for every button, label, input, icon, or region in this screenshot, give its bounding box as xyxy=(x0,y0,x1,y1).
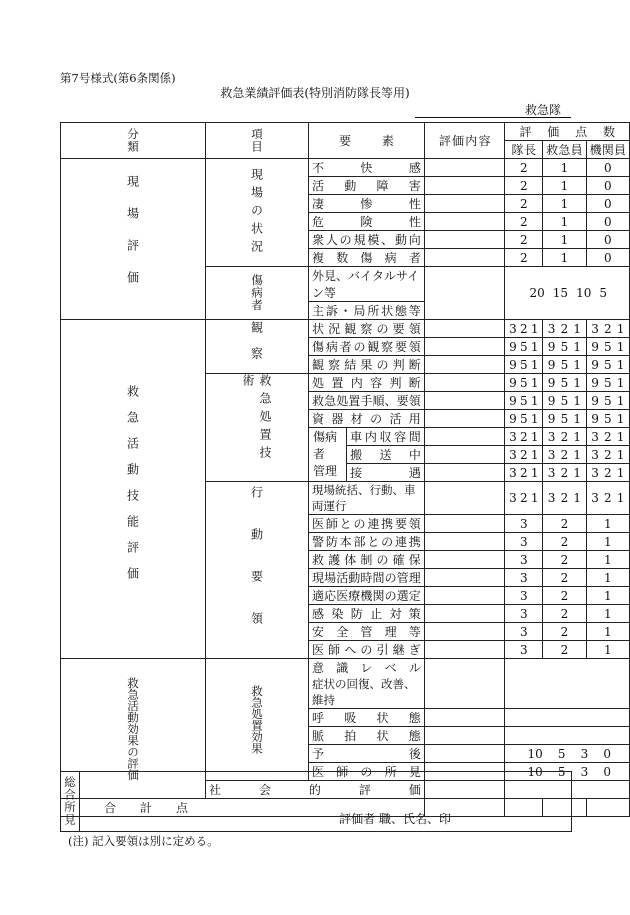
score-taicho[interactable]: 2 xyxy=(505,159,543,177)
score-kyukyuin[interactable]: 1 xyxy=(543,195,586,213)
score-kyukyuin[interactable]: 1 xyxy=(543,213,586,231)
hyoka-naiyo-field[interactable] xyxy=(424,709,505,727)
hyoka-naiyo-field[interactable] xyxy=(424,338,505,356)
patient-item-line1: 外見、バイタルサイン等 xyxy=(309,267,425,302)
hyoka-naiyo-field[interactable] xyxy=(424,213,505,231)
kanri-label: 傷病者 管理 xyxy=(309,428,347,482)
score-kikanin[interactable]: 9 5 1 xyxy=(586,410,629,428)
score-taicho[interactable]: 9 5 1 xyxy=(505,356,543,374)
kanri-item-label: 車 内 収 容 間 xyxy=(347,428,425,446)
effect-scores: 10 5 3 0 xyxy=(505,763,630,781)
scene-item-label: 不 快 感 xyxy=(309,159,425,177)
hyoka-naiyo-field[interactable] xyxy=(424,159,505,177)
score-kikanin[interactable]: 3 2 1 xyxy=(586,482,629,515)
total-label: 合 計 点 xyxy=(61,799,425,817)
action-item-label: 安 全 管 理 等 xyxy=(309,623,425,641)
hyoka-naiyo-field[interactable] xyxy=(424,745,505,763)
score-kikanin[interactable]: 0 xyxy=(586,177,629,195)
score-taicho[interactable]: 3 xyxy=(505,569,543,587)
scene-item-label: 活 動 障 害 xyxy=(309,177,425,195)
section-kodo-yoryo: 行動要領 xyxy=(206,482,309,659)
header-komoku: 項目 xyxy=(206,123,309,159)
section-kouka-hyoka: 救急活動効果の評価 xyxy=(61,659,206,799)
hyoka-naiyo-field[interactable] xyxy=(424,515,505,533)
patient-item-line2: 主 訴 ・ 局 所 状 態 等 xyxy=(309,302,425,320)
score-kikanin[interactable]: 3 2 1 xyxy=(586,428,629,446)
action-item-label: 医 師 と の 連 携 要 領 xyxy=(309,515,425,533)
skill-item-label: 資 器 材 の 活 用 xyxy=(309,410,425,428)
score-kikanin[interactable]: 9 5 1 xyxy=(586,338,629,356)
effect-scores: 10 5 3 0 xyxy=(505,745,630,763)
score-kikanin[interactable]: 3 2 1 xyxy=(586,464,629,482)
hyoka-naiyo-field[interactable] xyxy=(424,392,505,410)
score-taicho[interactable]: 2 xyxy=(505,195,543,213)
header-hyoka-tensu: 評 価 点 数 xyxy=(505,123,630,141)
score-kyukyuin[interactable]: 2 xyxy=(543,569,586,587)
score-taicho[interactable]: 9 5 1 xyxy=(505,410,543,428)
hyoka-naiyo-field[interactable] xyxy=(424,727,505,745)
score-kikanin[interactable]: 3 2 1 xyxy=(586,320,629,338)
score-kikanin[interactable]: 0 xyxy=(586,195,629,213)
score-kikanin[interactable]: 9 5 1 xyxy=(586,374,629,392)
effect-scores[interactable] xyxy=(505,659,630,709)
action-item-label: 救 護 体 制 の 確 保 xyxy=(309,551,425,569)
score-kyukyuin[interactable]: 1 xyxy=(543,159,586,177)
skill-item-label: 処 置 内 容 判 断 xyxy=(309,374,425,392)
kanri-item-label: 接 遇 xyxy=(347,464,425,482)
score-taicho[interactable]: 3 xyxy=(505,533,543,551)
score-kyukyuin[interactable]: 9 5 1 xyxy=(543,410,586,428)
form-title: 救急業績評価表(特別消防隊長等用) xyxy=(220,86,410,100)
hyoka-naiyo-field[interactable] xyxy=(424,249,505,267)
score-taicho[interactable]: 3 xyxy=(505,605,543,623)
total-kikanin[interactable] xyxy=(586,799,629,817)
header-taicho: 隊 長 xyxy=(505,141,543,159)
hyoka-naiyo-field[interactable] xyxy=(424,551,505,569)
score-kyukyuin[interactable]: 1 xyxy=(543,231,586,249)
score-kyukyuin[interactable]: 3 2 1 xyxy=(543,464,586,482)
score-kikanin[interactable]: 1 xyxy=(586,623,629,641)
score-kyukyuin[interactable]: 9 5 1 xyxy=(543,374,586,392)
score-kyukyuin[interactable]: 9 5 1 xyxy=(543,356,586,374)
score-taicho[interactable]: 2 xyxy=(505,249,543,267)
hyoka-naiyo-field[interactable] xyxy=(424,533,505,551)
score-taicho[interactable]: 3 2 1 xyxy=(505,320,543,338)
score-kyukyuin[interactable]: 3 2 1 xyxy=(543,482,586,515)
hyoka-naiyo-field[interactable] xyxy=(424,177,505,195)
hyoka-naiyo-field[interactable] xyxy=(424,267,505,320)
hyoka-naiyo-field[interactable] xyxy=(424,482,505,515)
hyoka-naiyo-field[interactable] xyxy=(424,356,505,374)
score-kyukyuin[interactable]: 2 xyxy=(543,551,586,569)
score-kikanin[interactable]: 0 xyxy=(586,159,629,177)
hyoka-naiyo-field[interactable] xyxy=(424,410,505,428)
score-taicho[interactable]: 3 xyxy=(505,587,543,605)
score-taicho[interactable]: 2 xyxy=(505,231,543,249)
header-kikanin: 機 関 員 xyxy=(586,141,629,159)
hyoka-naiyo-field[interactable] xyxy=(424,605,505,623)
scene-item-label: 衆 人 の 規 模 、 動 向 xyxy=(309,231,425,249)
score-kyukyuin[interactable]: 2 xyxy=(543,533,586,551)
unit-label: 救急隊 xyxy=(525,103,562,117)
score-kikanin[interactable]: 1 xyxy=(586,641,629,659)
score-kikanin[interactable]: 1 xyxy=(586,605,629,623)
score-kikanin[interactable]: 1 xyxy=(586,551,629,569)
hyoka-naiyo-field[interactable] xyxy=(424,446,505,464)
score-kyukyuin[interactable]: 2 xyxy=(543,587,586,605)
header-yoso: 要 素 xyxy=(309,123,425,159)
section-genba-hyoka: 現場評価 xyxy=(61,159,206,320)
kanri-item-label: 搬 送 中 xyxy=(347,446,425,464)
score-taicho[interactable]: 9 5 1 xyxy=(505,392,543,410)
hyoka-naiyo-field[interactable] xyxy=(424,464,505,482)
hyoka-naiyo-field[interactable] xyxy=(424,569,505,587)
score-taicho[interactable]: 2 xyxy=(505,177,543,195)
score-kikanin[interactable]: 1 xyxy=(586,515,629,533)
score-kyukyuin[interactable]: 3 2 1 xyxy=(543,428,586,446)
score-taicho[interactable]: 2 xyxy=(505,213,543,231)
scene-item-label: 凄 惨 性 xyxy=(309,195,425,213)
section-kyukyu-katsudo-gino: 救急活動技能評価 xyxy=(61,320,206,659)
score-taicho[interactable]: 3 xyxy=(505,551,543,569)
hyoka-naiyo-field[interactable] xyxy=(424,623,505,641)
action-item-label: 警 防 本 部 と の 連 携 xyxy=(309,533,425,551)
skill-item-label: 状 況 観 察 の 要 領 xyxy=(309,320,425,338)
social-label: 社 会 的 評 価 xyxy=(206,781,425,799)
effect-item-label: 意 識 レ ベ ル 症状の回復、改善、維持 xyxy=(309,659,425,709)
hyoka-naiyo-field[interactable] xyxy=(424,231,505,249)
patient-scores: 20 15 10 5 xyxy=(505,267,630,320)
score-kyukyuin[interactable]: 9 5 1 xyxy=(543,392,586,410)
scene-item-label: 危 険 性 xyxy=(309,213,425,231)
hyoka-naiyo-field[interactable] xyxy=(424,374,505,392)
score-taicho[interactable]: 3 xyxy=(505,623,543,641)
score-taicho[interactable]: 9 5 1 xyxy=(505,374,543,392)
skill-item-label: 観 察 結 果 の 判 断 xyxy=(309,356,425,374)
action-item-label: 現場統括、行動、車両運行 xyxy=(309,482,425,515)
section-shochi-kouka: 救急処置効果 xyxy=(206,659,309,781)
score-kikanin[interactable]: 1 xyxy=(586,533,629,551)
action-item-label: 感 染 防 止 対 策 xyxy=(309,605,425,623)
effect-scores[interactable] xyxy=(505,727,630,745)
score-kyukyuin[interactable]: 3 2 1 xyxy=(543,320,586,338)
score-taicho[interactable]: 3 xyxy=(505,515,543,533)
form-number: 第7号様式(第6条関係) xyxy=(60,71,176,85)
section-genba-jokyo: 現場の状況 xyxy=(206,159,309,267)
score-taicho[interactable]: 9 5 1 xyxy=(505,338,543,356)
header-kyukyuin: 救 急 員 xyxy=(543,141,586,159)
score-kyukyuin[interactable]: 9 5 1 xyxy=(543,338,586,356)
score-kyukyuin[interactable]: 3 2 1 xyxy=(543,446,586,464)
score-kikanin[interactable]: 1 xyxy=(586,569,629,587)
effect-item-label: 脈 拍 状 態 xyxy=(309,727,425,745)
score-taicho[interactable]: 3 2 1 xyxy=(505,482,543,515)
section-kansatsu: 観察 xyxy=(206,320,309,374)
skill-item-label: 傷 病 者 の 観 察 要 領 xyxy=(309,338,425,356)
action-item-label: 適 応 医 療 機 関 の 選 定 xyxy=(309,587,425,605)
score-kyukyuin[interactable]: 2 xyxy=(543,641,586,659)
section-kyukyu-shochi-gijutsu: 救急処置技術 xyxy=(206,374,309,482)
score-taicho[interactable]: 3 2 1 xyxy=(505,446,543,464)
hyoka-naiyo-field[interactable] xyxy=(424,587,505,605)
score-taicho[interactable]: 3 2 1 xyxy=(505,464,543,482)
hyoka-naiyo-field[interactable] xyxy=(424,320,505,338)
action-item-label: 医 師 へ の 引 継 ぎ xyxy=(309,641,425,659)
action-item-label: 現 場 活 動 時 間 の 管 理 xyxy=(309,569,425,587)
hyoka-naiyo-field[interactable] xyxy=(424,659,505,709)
sogo-shoken-field[interactable] xyxy=(80,772,572,832)
hyoka-naiyo-field[interactable] xyxy=(424,428,505,446)
hyoka-naiyo-field[interactable] xyxy=(424,195,505,213)
score-taicho[interactable]: 3 xyxy=(505,641,543,659)
effect-item-label: 予 後 xyxy=(309,745,425,763)
skill-item-label: 救 急 処 置 手 順 、 要 領 xyxy=(309,392,425,410)
unit-underline xyxy=(415,117,571,118)
effect-item-label: 呼 吸 状 態 xyxy=(309,709,425,727)
section-shobyosha: 傷病者 xyxy=(206,267,309,320)
header-bunrui: 分類 xyxy=(61,123,206,159)
score-kikanin[interactable]: 1 xyxy=(586,587,629,605)
score-kyukyuin[interactable]: 2 xyxy=(543,605,586,623)
footnote: (注) 記入要領は別に定める。 xyxy=(68,834,219,848)
score-kikanin[interactable]: 0 xyxy=(586,213,629,231)
score-kikanin[interactable]: 0 xyxy=(586,249,629,267)
scene-item-label: 複 数 傷 病 者 xyxy=(309,249,425,267)
score-kyukyuin[interactable]: 2 xyxy=(543,515,586,533)
score-kyukyuin[interactable]: 1 xyxy=(543,249,586,267)
evaluation-table xyxy=(60,122,630,817)
score-kyukyuin[interactable]: 2 xyxy=(543,623,586,641)
hyoka-naiyo-field[interactable] xyxy=(424,641,505,659)
effect-item-label: 医 師 の 所 見 xyxy=(309,763,425,781)
header-hyoka-naiyo: 評 価 内 容 xyxy=(424,123,505,159)
score-kikanin[interactable]: 0 xyxy=(586,231,629,249)
evaluator-label: 評価者 職、氏名、印 xyxy=(339,812,451,826)
score-kyukyuin[interactable]: 1 xyxy=(543,177,586,195)
sogo-shoken-label: 総合所見 xyxy=(61,772,80,832)
score-kikanin[interactable]: 3 2 1 xyxy=(586,446,629,464)
score-kikanin[interactable]: 9 5 1 xyxy=(586,392,629,410)
effect-scores[interactable] xyxy=(505,709,630,727)
score-kikanin[interactable]: 9 5 1 xyxy=(586,356,629,374)
score-taicho[interactable]: 3 2 1 xyxy=(505,428,543,446)
summary-box xyxy=(60,771,572,832)
